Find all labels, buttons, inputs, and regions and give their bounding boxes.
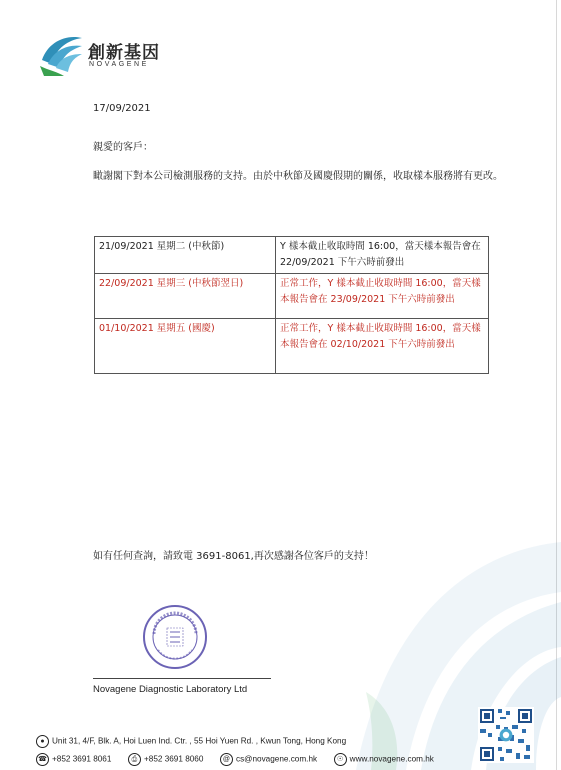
company-stamp-seal: [142, 604, 208, 670]
schedule-date-cell: 22/09/2021 星期三 (中秋節翌日): [95, 274, 276, 319]
closing-sentence: 如有任何查詢，請致電 3691-8061,再次感謝各位客戶的支持！: [93, 551, 374, 562]
schedule-date-cell: 01/10/2021 星期五 (國慶): [95, 319, 276, 374]
phone-text: +852 3691 8061: [52, 754, 112, 764]
qr-code[interactable]: [478, 707, 534, 763]
schedule-note-cell: 正常工作，Y 樣本截止收取時間 16:00，當天樣本報告會在 02/10/2021 下午六時前發出: [276, 319, 489, 374]
location-pin-icon: ●: [36, 735, 49, 748]
table-row: [95, 274, 489, 319]
footer-contacts: [36, 753, 434, 766]
brand-name-english: NOVAGENE: [89, 61, 149, 68]
schedule-note-cell: 正常工作，Y 樣本截止收取時間 16:00，當天樣本報告會在 23/09/2021 下午六時前發出: [276, 274, 489, 319]
globe-icon: ☉: [334, 753, 347, 766]
schedule-date-cell: 21/09/2021 星期二 (中秋節): [95, 237, 276, 274]
fax-text: +852 3691 8060: [143, 754, 204, 764]
table-row: [95, 319, 489, 374]
signature-line: [93, 678, 271, 679]
novagene-logo-icon: [38, 30, 84, 76]
footer-address: [36, 735, 346, 748]
address-text: Unit 31, 4/F, Blk. A, Hoi Luen Ind. Ctr. , 55 Hoi Yuen Rd. , Kwun Tong, Hong Kong: [52, 736, 347, 746]
holiday-schedule-table: [94, 236, 489, 374]
website-link[interactable]: www.novagene.com.hk: [349, 754, 434, 764]
fax-icon: ⎙: [128, 753, 141, 766]
salutation: 親愛的客戶：: [93, 142, 153, 153]
brand-name-chinese: 創新基因: [88, 43, 160, 63]
phone-icon: ☎: [36, 753, 49, 766]
schedule-note-cell: Y 樣本截止收取時間 16:00，當天樣本報告會在 22/09/2021 下午六時前發出: [276, 237, 489, 274]
letter-date: 17/09/2021: [93, 103, 151, 114]
intro-paragraph: 瞰謝閣下對本公司檢測服務的支持。由於中秋節及國慶假期的關係，收取樣本服務將有更改。: [93, 171, 503, 182]
email-link[interactable]: cs@novagene.com.hk: [235, 754, 318, 764]
signatory-company: Novagene Diagnostic Laboratory Ltd: [93, 684, 248, 695]
email-icon: @: [220, 753, 233, 766]
table-row: [95, 237, 489, 274]
